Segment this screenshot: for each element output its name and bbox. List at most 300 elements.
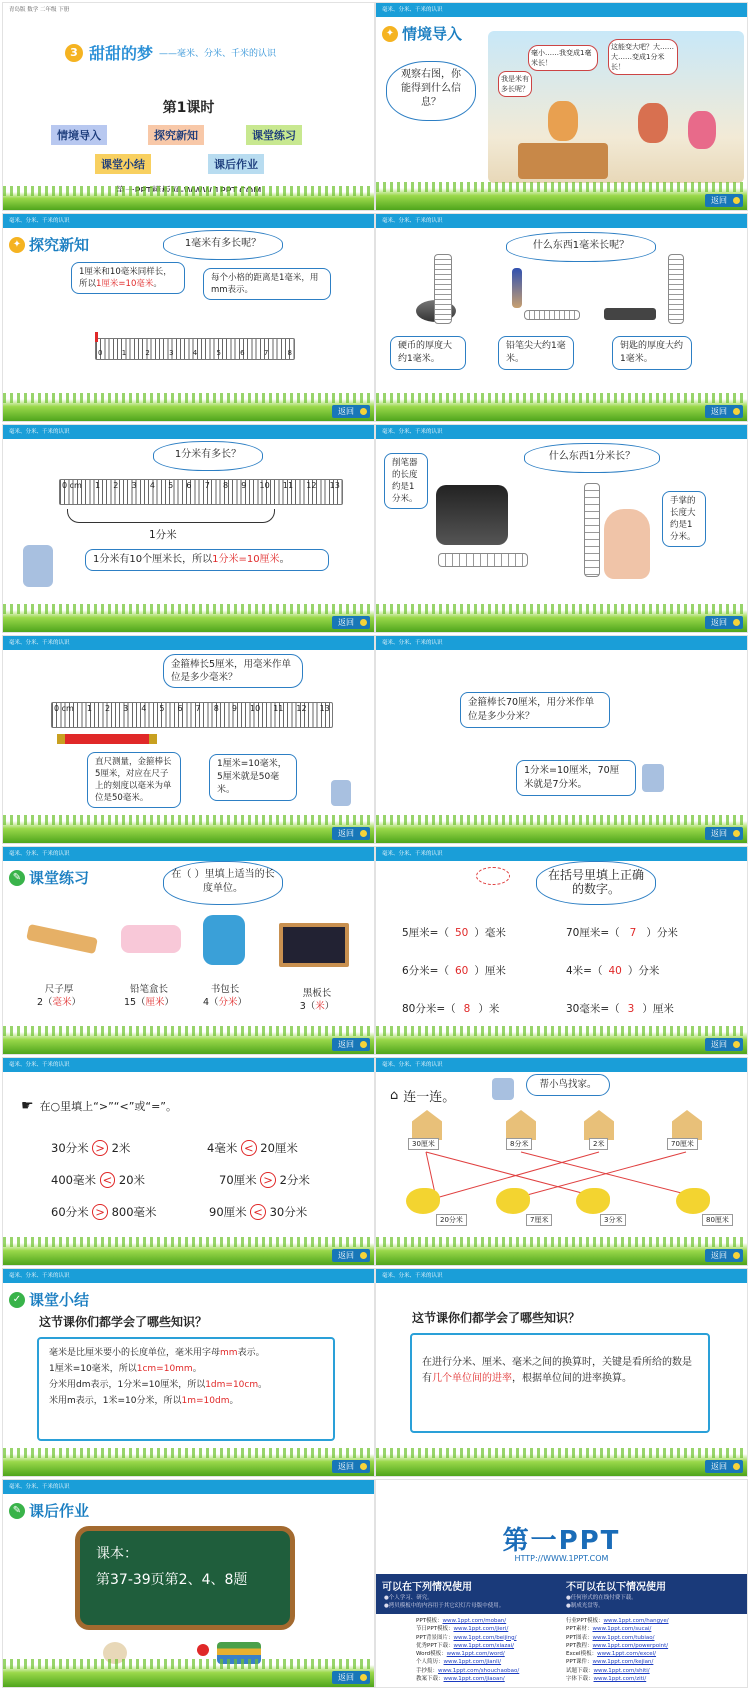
grass-decoration [376, 1454, 747, 1476]
link-row[interactable] [566, 1634, 669, 1642]
caption-key: 钥匙的厚度大约1毫米。 [612, 336, 692, 370]
homework-icon: ✎ [9, 1503, 25, 1519]
grass-decoration [3, 610, 374, 632]
golden-staff [57, 734, 157, 744]
text: 行业PPT模板： [566, 1618, 604, 1624]
answer-unit: 分米 [218, 997, 238, 1008]
link[interactable]: www.1ppt.com/word/ [446, 1651, 505, 1658]
answer-unit: 毫米 [52, 997, 72, 1008]
vertical-ruler [434, 254, 452, 324]
unit-number-badge: 3 [65, 44, 83, 62]
unit-subtitle: ——毫米、分米、千米的认识 [159, 49, 277, 59]
item-name: 黑板长 [302, 988, 332, 999]
text: 20厘米 [260, 1141, 298, 1155]
text: Excel模板： [566, 1651, 598, 1658]
question-cloud: 什么东西1毫米长呢？ [506, 232, 656, 262]
text: 。 [258, 1380, 268, 1390]
child-figure [688, 111, 716, 149]
topbar: 毫米、分米、千米的认识 [3, 425, 374, 439]
topbar: 毫米、分米、千米的认识 [376, 1058, 747, 1072]
compare-row-1-right [207, 1140, 298, 1156]
question-cloud: 1分米有多长？ [153, 441, 263, 471]
topbar: 毫米、分米、千米的认识 [376, 3, 747, 17]
grass-decoration [3, 1665, 374, 1687]
link-row[interactable] [416, 1658, 519, 1666]
link-row[interactable] [416, 1617, 519, 1625]
slide-6[interactable] [375, 424, 748, 633]
house-label: 70厘米 [667, 1138, 698, 1150]
grade-label: 青岛版 数学 二年级 下册 [3, 3, 374, 17]
lightbulb-icon: ✦ [9, 237, 25, 253]
link-row[interactable] [416, 1675, 519, 1683]
grass-decoration [3, 192, 374, 210]
compare-row-2-left [51, 1172, 145, 1188]
back-button[interactable]: 返回 [705, 194, 743, 207]
tick-label: 0 [98, 349, 103, 357]
highlight-equation: 1厘米=10毫米 [96, 279, 154, 289]
text: 30毫米=（ [566, 1003, 620, 1015]
text: 手抄报： [416, 1667, 439, 1674]
tick-label: 6 [240, 349, 245, 357]
school-bag-image [203, 915, 245, 965]
tick-label: 3 [131, 481, 137, 490]
tick-label: 4 [141, 704, 147, 713]
slide-2[interactable] [375, 2, 748, 211]
text: 1厘米和10毫米同样长，所以 [79, 267, 172, 289]
topbar: 毫米、分米、千米的认识 [3, 636, 374, 650]
link-row[interactable] [416, 1634, 519, 1642]
back-button[interactable]: 返回 [332, 616, 370, 629]
summary-line-2 [49, 1361, 323, 1377]
summary-question: 这节课你们都学会了哪些知识？ [412, 1311, 581, 1325]
text: 1厘米=10毫米，所以 [49, 1364, 137, 1374]
house-label: 8分米 [506, 1138, 532, 1150]
heading-text: 连一连。 [403, 1090, 456, 1105]
summary-line-1 [49, 1345, 323, 1361]
tick-label: 6 [177, 704, 183, 713]
link[interactable]: www.1ppt.com/beijing/ [453, 1634, 517, 1641]
child-figure [638, 103, 668, 143]
text: 教案下载： [416, 1676, 444, 1683]
text: 20米 [118, 1173, 146, 1187]
instruction-line [21, 1098, 177, 1114]
tick-label: 1 [95, 481, 101, 490]
brand-url[interactable]: HTTP://WWW.1PPT.COM [514, 1554, 609, 1563]
grass-decoration [3, 1454, 374, 1476]
bird[interactable] [496, 1188, 530, 1214]
menu-item-practice[interactable]: 课堂练习 [246, 125, 302, 145]
text: 米用m表示，1米=10分米，所以 [49, 1396, 182, 1406]
house-label: 2米 [589, 1138, 608, 1150]
answer-bubble: 1分米=10厘米，70厘米就是7分米。 [516, 760, 636, 796]
tick-label: 2 [113, 481, 119, 490]
link[interactable]: www.1ppt.com/shouchaobao/ [438, 1667, 520, 1674]
mm-marker [95, 332, 98, 342]
speech-bubble-meter: 我是米有多长呢？ [498, 71, 532, 97]
slide-5[interactable] [2, 424, 375, 633]
tick-label: 2 [145, 349, 150, 357]
lesson-label: 第1课时 [162, 100, 215, 116]
answer: 3 [627, 1003, 635, 1015]
text: 。 [229, 1396, 239, 1406]
ruler-numbers [60, 481, 342, 490]
text: 2米 [111, 1141, 131, 1155]
match-lines [376, 1058, 748, 1266]
bird-label: 20分米 [436, 1214, 467, 1226]
back-button[interactable]: 返回 [332, 405, 370, 418]
item-name: 尺子厚 [44, 984, 74, 995]
lightbulb-icon: ✦ [382, 26, 398, 42]
allowed-heading: 可以在下列情况使用 [382, 1582, 472, 1593]
section-heading [9, 1289, 89, 1310]
compare-symbol: < [241, 1140, 257, 1156]
answer-ruler [33, 983, 85, 1009]
house-label: 30厘米 [408, 1138, 439, 1150]
horizontal-ruler [524, 310, 580, 320]
summary-icon: ✓ [9, 1292, 25, 1308]
thought-cloud: 观察右图，你能得到什么信息？ [386, 61, 476, 121]
answer: 8 [463, 1003, 471, 1015]
bird-label: 80厘米 [702, 1214, 733, 1226]
instruction-cloud: 在括号里填上正确的数字。 [536, 861, 656, 905]
text: 4毫米 [207, 1141, 238, 1155]
text: ●任何形式的在线付费下载。 [566, 1595, 637, 1601]
birdhouse-icon: ⌂ [390, 1088, 399, 1103]
text: 70厘米 [219, 1173, 257, 1187]
slide-14[interactable] [375, 1268, 748, 1477]
link[interactable]: www.1ppt.com/kejian/ [592, 1659, 654, 1666]
link-row[interactable] [566, 1625, 669, 1633]
back-button[interactable]: 返回 [332, 1249, 370, 1262]
match-line [521, 1152, 701, 1198]
grass-decoration [376, 610, 747, 632]
pencil-sharpener-image [436, 485, 508, 545]
explanation-bubble [71, 262, 185, 294]
compare-row-3-right [209, 1204, 307, 1220]
compare-symbol: > [260, 1172, 276, 1188]
highlight: mm [220, 1348, 238, 1358]
slide-13[interactable] [2, 1268, 375, 1477]
compare-row-1-left [51, 1140, 130, 1156]
answer: 60 [454, 965, 469, 977]
topbar: 毫米、分米、千米的认识 [376, 1269, 747, 1283]
slide-3[interactable] [2, 213, 375, 422]
link[interactable]: www.1ppt.com/jianli/ [443, 1659, 502, 1666]
grass-decoration [376, 399, 747, 421]
topbar: 毫米、分米、千米的认识 [3, 1058, 374, 1072]
explanation-bubble-mm: 每个小格的距离是1毫米，用mm表示。 [203, 268, 331, 300]
back-button[interactable]: 返回 [705, 1249, 743, 1262]
tick-label: 11 [273, 704, 284, 713]
slide-4[interactable] [375, 213, 748, 422]
pencil-sharpener-character [331, 780, 351, 806]
slide-9[interactable] [2, 846, 375, 1055]
bird[interactable] [576, 1188, 610, 1214]
caption-coin: 硬币的厚度大约1毫米。 [390, 336, 466, 370]
tick-label: 1 [121, 349, 127, 357]
highlight: 1m=10dm [181, 1396, 230, 1406]
text: PPT素材： [566, 1626, 593, 1633]
text: ●制成光盘等。 [566, 1603, 604, 1609]
question-cloud: 什么东西1分米长？ [524, 443, 660, 473]
tick-label: 12 [306, 481, 317, 490]
tick-label: 9 [231, 704, 237, 713]
section-heading [9, 867, 89, 888]
slide-8[interactable] [375, 635, 748, 844]
bird[interactable] [406, 1188, 440, 1214]
topbar: 毫米、分米、千米的认识 [3, 1269, 374, 1283]
tick-label: 9 [241, 481, 247, 490]
topbar: 毫米、分米、千米的认识 [376, 425, 747, 439]
summary-line-4 [49, 1393, 323, 1409]
tick-label: 4 [192, 349, 198, 357]
tick-label: 3 [169, 349, 174, 357]
speech-bubble-small: 毫小……我变成1毫米长！ [528, 45, 598, 71]
link[interactable]: www.1ppt.com/ziti/ [593, 1676, 647, 1683]
summary-panel [410, 1333, 710, 1433]
link-row[interactable] [416, 1642, 519, 1650]
tick-label: 8 [213, 704, 219, 713]
caption-hand: 手掌的长度大约是1分米。 [662, 491, 706, 547]
text: ） [71, 997, 82, 1008]
text: 90厘米 [209, 1205, 247, 1219]
pencil-sharpener-character [23, 545, 53, 587]
back-button[interactable]: 返回 [332, 1038, 370, 1051]
menu-item-explore[interactable]: 探究新知 [148, 125, 204, 145]
link[interactable]: www.1ppt.com/powerpoint/ [592, 1642, 669, 1649]
link[interactable]: www.1ppt.com/hangye/ [603, 1618, 669, 1624]
homework-label: 课本： [96, 1546, 138, 1562]
link-row[interactable] [416, 1625, 519, 1633]
text: 6分米=（ [402, 965, 449, 977]
topbar: 毫米、分米、千米的认识 [3, 214, 374, 228]
link[interactable]: www.1ppt.com/shiti/ [593, 1667, 650, 1674]
bird[interactable] [676, 1188, 710, 1214]
grass-decoration [3, 1243, 374, 1265]
slide-15[interactable] [2, 1479, 375, 1688]
usage-panel [376, 1574, 747, 1688]
vertical-ruler [584, 483, 600, 577]
slide-11[interactable] [2, 1057, 375, 1266]
grass-decoration [376, 1032, 747, 1054]
link[interactable]: www.1ppt.com/excel/ [597, 1651, 657, 1658]
tick-label: 13 [329, 481, 340, 490]
compare-row-3-left [51, 1204, 157, 1220]
compare-symbol: > [92, 1140, 108, 1156]
text: ）厘米 [474, 965, 506, 977]
text: 15（ [123, 997, 146, 1008]
apple-image [197, 1644, 209, 1656]
vertical-ruler [668, 254, 684, 324]
tick-label: 11 [282, 481, 294, 490]
tick-label: 7 [204, 481, 210, 490]
tick-label: 8 [222, 481, 229, 490]
compare-symbol: > [92, 1204, 108, 1220]
compare-row-2-right [219, 1172, 310, 1188]
unit-title: 甜甜的梦 [89, 44, 154, 63]
link-row[interactable] [566, 1642, 669, 1650]
explanation-bubble [85, 549, 329, 571]
back-button[interactable]: 返回 [705, 827, 743, 840]
back-button[interactable]: 返回 [705, 1038, 743, 1051]
menu-item-summary[interactable]: 课堂小结 [95, 154, 151, 174]
link-row[interactable] [566, 1667, 669, 1675]
link[interactable]: www.1ppt.com/sucai/ [592, 1626, 652, 1633]
topbar: 毫米、分米、千米的认识 [376, 214, 747, 228]
forbidden-list [566, 1594, 637, 1610]
tick-label: 0 cm [54, 704, 74, 713]
highlight: 1dm=10cm [205, 1380, 259, 1390]
decor-cloud [476, 867, 510, 885]
summary-line-3 [49, 1377, 323, 1393]
topbar: 毫米、分米、千米的认识 [3, 1480, 374, 1494]
link[interactable]: www.1ppt.com/xiazai/ [453, 1642, 515, 1649]
grass-decoration [376, 188, 747, 210]
answer: 50 [454, 927, 469, 939]
answer: 7 [629, 927, 637, 939]
item-name: 书包长 [210, 984, 240, 995]
ruler-cm [59, 479, 343, 505]
link[interactable]: www.1ppt.com/jieri/ [453, 1626, 509, 1633]
small-ruler [438, 553, 528, 567]
text: ）厘米 [642, 1003, 674, 1015]
text: ） [324, 1001, 335, 1012]
instruction-cloud: 在（ ）里填上适当的长度单位。 [163, 861, 283, 905]
section-heading [382, 23, 462, 44]
answer-pencil-box [119, 983, 179, 1009]
back-button[interactable]: 返回 [332, 1460, 370, 1473]
text: PPT背景图片： [416, 1634, 454, 1641]
grass-decoration [376, 1243, 747, 1265]
forbidden-heading: 不可以在以下情况使用 [566, 1582, 666, 1593]
highlight: 1cm=10mm [136, 1364, 193, 1374]
text: 优秀PPT下载： [416, 1642, 454, 1649]
pencil-box-image [121, 925, 181, 953]
text: 。 [279, 554, 290, 565]
link[interactable]: www.1ppt.com/jiaoan/ [443, 1676, 505, 1683]
tick-label: 7 [263, 349, 269, 357]
back-button[interactable]: 返回 [705, 405, 743, 418]
chalkboard [75, 1526, 295, 1630]
link[interactable]: www.1ppt.com/tubiao/ [592, 1634, 655, 1641]
heading-text: 探究新知 [29, 236, 90, 254]
text: 表示。 [237, 1348, 265, 1358]
link-row[interactable] [566, 1617, 669, 1625]
blackboard-image [279, 923, 349, 967]
fill-row-1-left [402, 925, 506, 940]
text: 在进行分米、厘米、毫米之间的换算时，关键是看所给的数是有 [422, 1357, 692, 1384]
menu-item-homework[interactable]: 课后作业 [208, 154, 264, 174]
topbar: 毫米、分米、千米的认识 [376, 847, 747, 861]
section-heading [9, 234, 89, 255]
text: 400毫米 [51, 1173, 96, 1187]
caption-sharpener: 削笔器的长度约是1分米。 [384, 453, 428, 509]
heading-text: 情境导入 [402, 25, 463, 43]
question-bubble: 金箍棒长70厘米，用分米作单位是多少分米？ [460, 692, 610, 728]
summary-panel [37, 1337, 335, 1441]
bird-label: 3分米 [600, 1214, 626, 1226]
text: 1分米有10个厘米长，所以 [93, 554, 213, 565]
text: ●个人学习、研究。 [384, 1595, 433, 1601]
slide-12[interactable] [375, 1057, 748, 1266]
ruler-mm [95, 338, 295, 360]
fill-row-3-right [566, 1001, 674, 1016]
back-button[interactable]: 返回 [332, 1671, 370, 1684]
back-button[interactable]: 返回 [332, 827, 370, 840]
instruction-bubble: 帮小鸟找家。 [526, 1074, 610, 1096]
tick-label: 5 [168, 481, 174, 490]
text: ，根据单位间的进率换算。 [512, 1373, 632, 1384]
scene-illustration [488, 31, 744, 183]
text: ）分米 [646, 927, 678, 939]
ruler-cm [51, 702, 333, 728]
link[interactable]: www.1ppt.com/moban/ [442, 1618, 507, 1624]
links-right [566, 1617, 669, 1683]
summary-question: 这节课你们都学会了哪些知识？ [39, 1315, 208, 1329]
grass-decoration [3, 1032, 374, 1054]
tick-label: 7 [195, 704, 201, 713]
text: ●拷贝模板中的内容用于其它幻灯片母版中使用。 [384, 1603, 505, 1609]
text: ）分米 [627, 965, 660, 977]
text: 3（ [299, 1001, 316, 1012]
speech-bubble-big: 这能变大吧？大……大……变成1分米长！ [608, 39, 678, 75]
text: 800毫米 [111, 1205, 157, 1219]
text: 2分米 [279, 1173, 310, 1187]
text: 。 [192, 1364, 202, 1374]
text: 4（ [202, 997, 219, 1008]
back-button[interactable]: 返回 [705, 616, 743, 629]
back-button[interactable]: 返回 [705, 1460, 743, 1473]
fill-row-1-right [566, 925, 678, 940]
brace [67, 509, 275, 523]
section-heading [9, 1500, 89, 1521]
ruler-image [26, 924, 98, 954]
pencil-image [512, 268, 522, 308]
link-row[interactable] [416, 1650, 519, 1658]
bed [518, 143, 608, 179]
slide-7[interactable] [2, 635, 375, 844]
slide-10[interactable] [375, 846, 748, 1055]
instruction-text: 在○里填上“>”“<”或“=”。 [39, 1100, 178, 1113]
caption-pencil: 铅笔尖大约1毫米。 [498, 336, 574, 370]
item-name: 铅笔盒长 [129, 984, 168, 995]
link-row[interactable] [566, 1675, 669, 1683]
slide-1[interactable] [2, 2, 375, 211]
link-row[interactable] [416, 1667, 519, 1675]
highlight-equation: 1分米=10厘米 [212, 554, 280, 565]
text: 30分米 [51, 1141, 89, 1155]
tick-label: 13 [319, 704, 330, 713]
tick-label: 8 [287, 349, 292, 357]
heading-text: 课后作业 [29, 1502, 90, 1520]
explanation-bubble-ruler: 直尺测量，金箍棒长5厘米，对应在尺子上的刻度以毫米为单位是50毫米。 [87, 752, 181, 808]
text: 分米用dm表示，1分米=10厘米，所以 [49, 1380, 206, 1390]
slide-16[interactable] [375, 1479, 748, 1688]
question-bubble: 金箍棒长5厘米，用毫米作单位是多少毫米？ [163, 654, 303, 688]
menu-item-intro[interactable]: 情境导入 [51, 125, 107, 145]
text: ）米 [478, 1003, 500, 1015]
fill-row-2-right [566, 963, 659, 978]
heading-text: 课堂练习 [29, 869, 90, 887]
heading-text: 课堂小结 [29, 1291, 90, 1309]
grass-decoration [3, 821, 374, 843]
link-row[interactable] [566, 1658, 669, 1666]
bird-label: 7厘米 [526, 1214, 552, 1226]
link-row[interactable] [566, 1650, 669, 1658]
fill-row-3-left [402, 1001, 499, 1016]
tick-label: 5 [159, 704, 165, 713]
tick-label: 3 [123, 704, 129, 713]
